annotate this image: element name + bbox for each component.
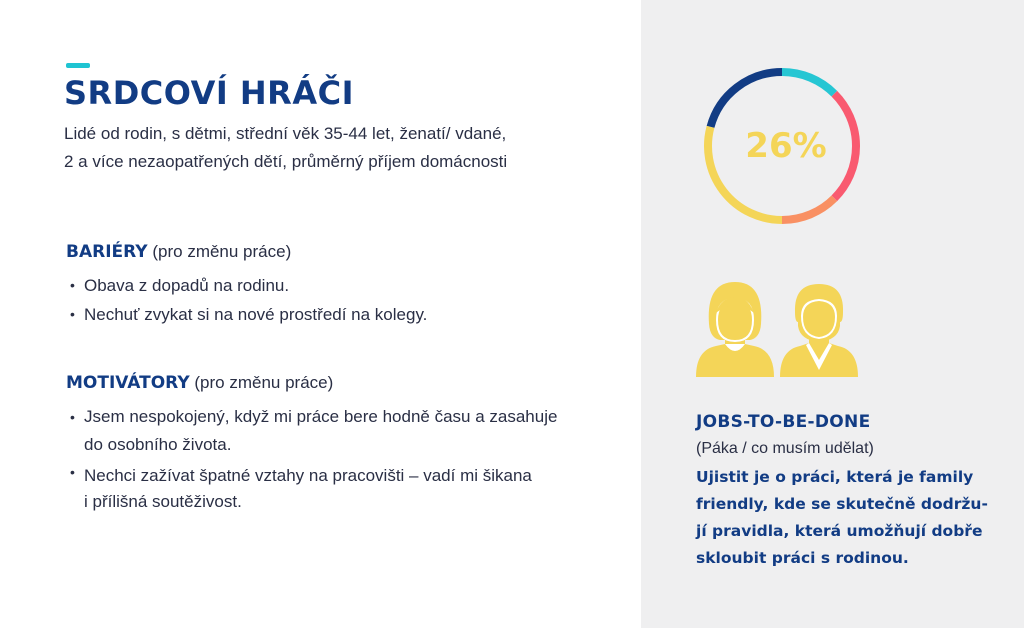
motivators-list [66,403,606,519]
barriers-heading [66,242,291,262]
jobs-text-line: jí pravidla, která umožňují dobře [696,522,983,540]
jobs-text-line: skloubit práci s rodinou. [696,549,909,567]
barriers-label: BARIÉRY [66,242,148,262]
woman-avatar-icon [696,282,774,377]
man-avatar-icon [780,284,858,377]
jobs-text-line: Ujistit je o práci, která je family [696,468,974,486]
list-item-text: Nechuť zvykat si na nové prostředí na kolegy. [84,305,428,324]
donut-segment-red [834,94,856,199]
share-donut-chart [700,64,864,228]
description-line: Lidé od rodin, s dětmi, střední věk 35-44 let, ženatí/ vdané, [64,124,507,143]
list-item [66,403,606,459]
jobs-text-line: friendly, kde se skutečně dodržu- [696,495,988,513]
donut-segment-cyan [782,72,834,94]
list-item [66,300,427,329]
jobs-to-be-done-title: JOBS-TO-BE-DONE [696,412,871,432]
persona-title: SRDCOVÍ HRÁČI [64,74,354,112]
share-percentage: 26% [745,126,827,166]
list-item-text: Nechci zažívat špatné vztahy na pracovišti – vadí mi šikana [84,466,532,485]
motivators-heading [66,373,333,393]
woman-and-man-avatars-icon [692,280,862,380]
persona-description [64,120,584,176]
motivators-qualifier: (pro změnu práce) [194,373,334,392]
jobs-to-be-done-subtitle: (Páka / co musím udělat) [696,440,874,457]
bullet-icon: • [70,409,75,425]
barriers-list [66,271,427,329]
description-line: 2 a více nezaopatřených dětí, průměrný příjem domácnosti [64,152,508,171]
donut-segment-orange [782,198,834,220]
list-item [66,271,427,300]
donut-segment-navy [711,72,782,127]
bullet-icon: • [70,277,75,293]
list-item-text: Jsem nespokojený, když mi práce bere hodně času a zasahuje [84,407,558,426]
list-item-text: i přílišná soutěživost. [84,492,242,511]
title-accent-bar [66,63,90,68]
list-item-text: do osobního života. [84,435,232,454]
list-item [66,463,606,515]
list-item-text: Obava z dopadů na rodinu. [84,276,290,295]
bullet-icon: • [70,464,75,480]
bullet-icon: • [70,306,75,322]
motivators-label: MOTIVÁTORY [66,373,190,393]
jobs-to-be-done-text [696,464,986,572]
barriers-qualifier: (pro změnu práce) [152,242,292,261]
